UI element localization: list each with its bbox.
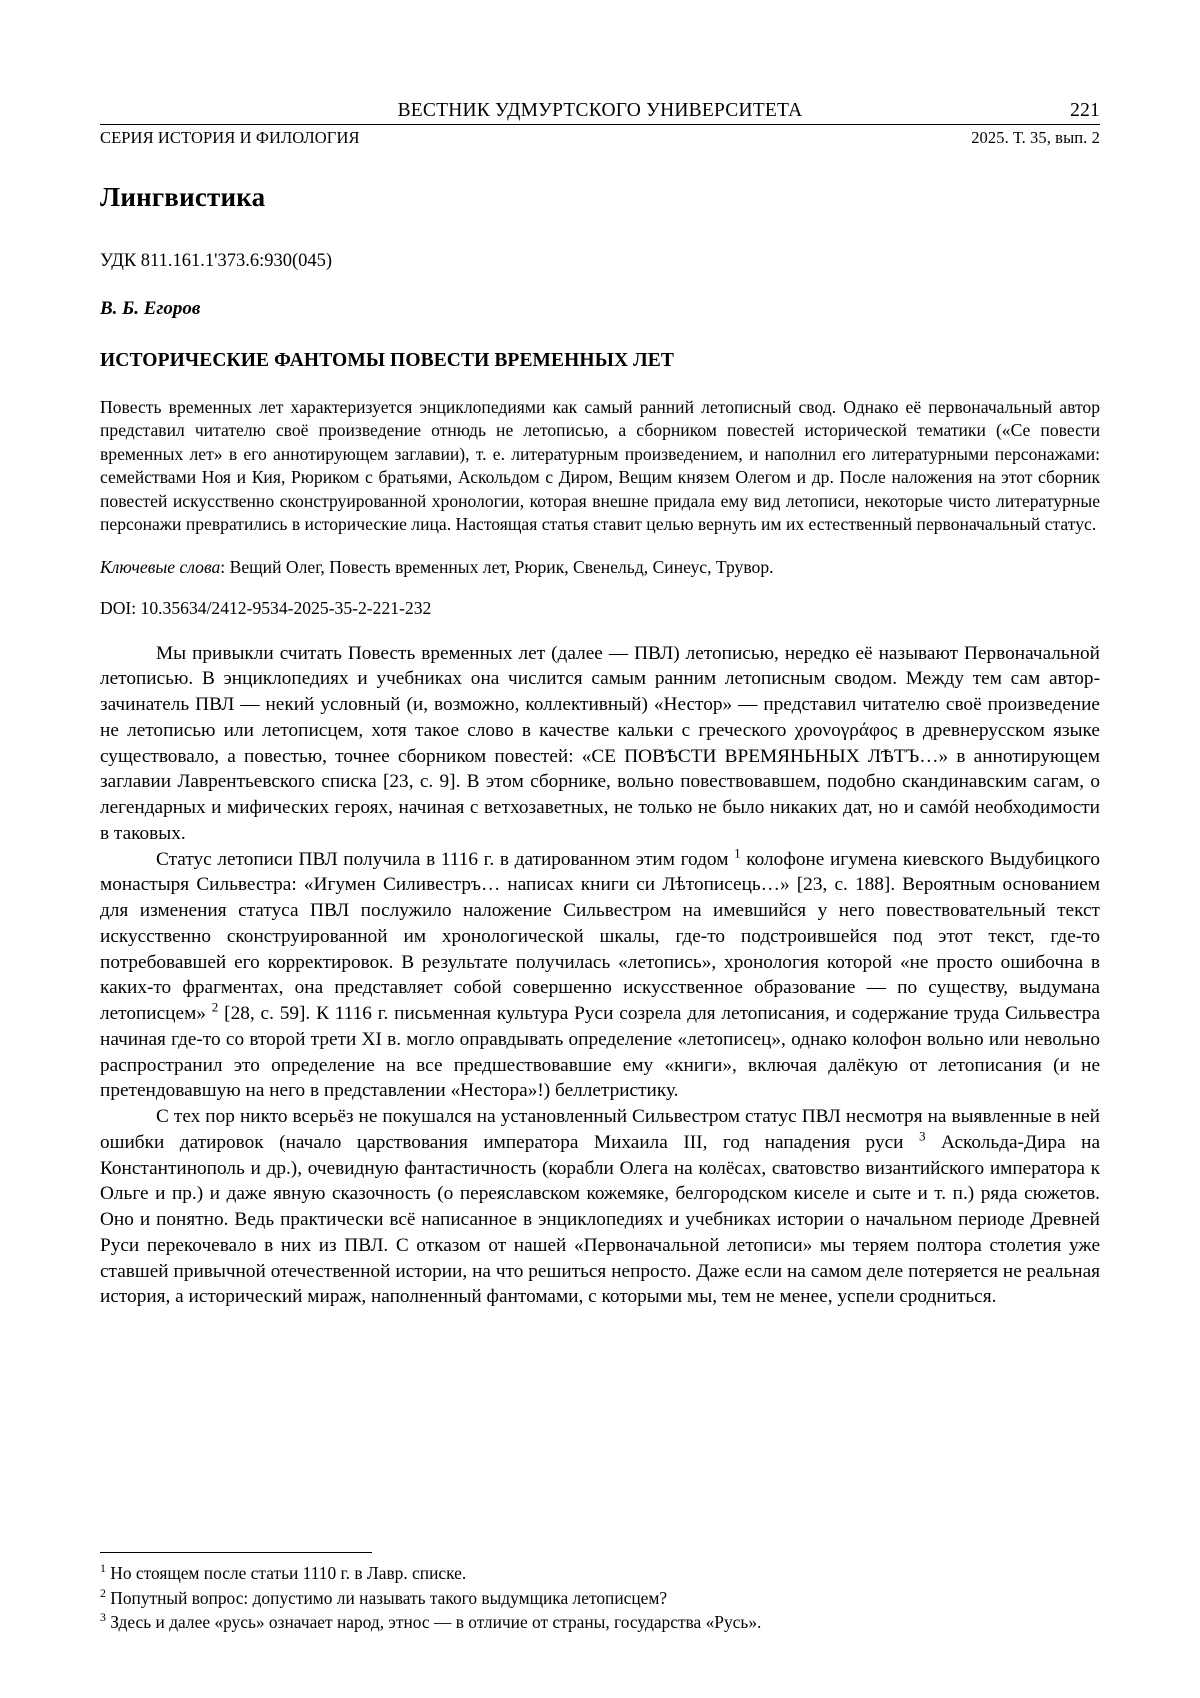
footnotes xyxy=(100,1552,1100,1636)
running-head-top-row xyxy=(100,100,1100,122)
header-rule xyxy=(100,124,1100,125)
journal-title: ВЕСТНИК УДМУРТСКОГО УНИВЕРСИТЕТА xyxy=(397,100,803,121)
body-paragraph: С тех пор никто всерьёз не покушался на установленный Сильвестром статус ПВЛ несмотря на выявленные в ней ошибки датировок (начало царствования императора Михаила III, год нападения руси $^3$ Аскольда-Дира на Константинополь и др.), очевидную фантастичность (корабли Олега на колёсах, сватовство византийского императора к Ольге и пр.) и даже явную сказочность (о переяславском кожемяке, белгородском киселе и сыте и т. п.) ряда сюжетов. Оно и понятно. Ведь практически всё написанное в энциклопедиях и учебниках истории о начальном периоде Древней Руси перекочевало в них из ПВЛ. С отказом от нашей «Первоначальной летописи» мы теряем полтора столетия уже ставшей привычной отечественной истории, на что решиться непросто. Даже если на самом деле потеряется не реальная история, а исторический мираж, наполненный фантомами, с которыми мы, тем не менее, успели сродниться. xyxy=(100,1106,1101,1308)
doi: DOI: 10.35634/2412-9534-2025-35-2-221-232 xyxy=(100,597,432,618)
running-head xyxy=(100,100,1100,148)
udk-code: УДК 811.161.1'373.6:930(045) xyxy=(100,251,333,271)
footnote-item: $^1$ Но стоящем после статьи 1110 г. в Лавр. списке. xyxy=(100,1561,467,1584)
footnote-separator-rule xyxy=(100,1552,372,1553)
running-head-bottom-row xyxy=(100,128,1100,148)
section-heading: Лингвистика xyxy=(100,182,266,212)
keywords-label: Ключевые слова xyxy=(100,557,221,578)
abstract: Повесть временных лет характеризуется энциклопедиями как самый ранний летописный свод. Однако её первоначальный автор представил читателю своё произведение отнюдь не летописью, а сборником повестей исторической тематики («Се повести временных лет» в его аннотирующем заглавии), т. е. литературным произведением, и наполнил его литературными персонажами: семействами Ноя и Кия, Рюриком с братьями, Аскольдом с Диром, Вещим князем Олегом и др. После наложения на этот сборник повестей искусственно сконструированной хронологии, которая внешне придала ему вид летописи, некоторые чисто литературные персонажи превратились в исторические лица. Настоящая статья ставит целью вернуть им их естественный первоначальный статус. xyxy=(100,397,1100,534)
keywords xyxy=(100,556,1100,579)
page-number: 221 xyxy=(1070,100,1100,121)
article-body xyxy=(100,641,1100,1311)
body-paragraph: Статус летописи ПВЛ получила в 1116 г. в датированном этим годом $^1$ колофоне игумена киевского Выдубицкого монастыря Сильвестра: «Игумен Силивестръ… написах книги си Лѣтописець…» [23, с. 188]. Вероятным основанием для изменения статуса ПВЛ послужило наложение Сильвестром на имевшийся у него повествовательный текст искусственно сконструированной им хронологической шкалы, где-то подстроившейся под этот текст, где-то потребовавшей его корректировок. В результате получилась «летопись», хронология которой «не просто ошибочна в каких-то фрагментах, она представляет собой совершенно искусственное образование — по существу, выдумана летописцем» $^2$ [28, с. 59]. К 1116 г. письменная культура Руси созрела для летописания, и содержание труда Сильвестра начиная где-то со второй трети XI в. могло оправдывать определение «летописец», однако колофон вольно или невольно распространил это определение на все предшествовавшие ему «книги», включая далёкую от летописания (и не претендовавшую на него в представлении «Нестора»!) беллетристику. xyxy=(100,845,1100,1102)
body-paragraph: Мы привыкли считать Повесть временных лет (далее — ПВЛ) летописью, нередко её называют Первоначальной летописью. В энциклопедиях и учебниках она числится самым ранним летописным сводом. Между тем сам автор-зачинатель ПВЛ — некий условный (и, возможно, коллективный) «Нестор» — представил читателю своё произведение не летописью или летописцем, хотя такое слово в качестве кальки с греческого χρονογράφος в древнерусском языке существовало, а повестью, точнее сборником повестей: «СЕ ПОВѢСТИ ВРЕМЯНЬНЫХ ЛѢТЪ…» в аннотирующем заглавии Лаврентьевского списка [23, с. 9]. В этом сборнике, вольно повествовавшем, подобно скандинавским сагам, о легендарных и мифических героях, начиная с ветхозаветных, не только не было никаких дат, но и самóй необходимости в таковых. xyxy=(100,642,1100,844)
footnote-item: $^2$ Попутный вопрос: допустимо ли называть такого выдумщика летописцем? xyxy=(100,1585,668,1608)
article-title: ИСТОРИЧЕСКИЕ ФАНТОМЫ ПОВЕСТИ ВРЕМЕННЫХ ЛЕТ xyxy=(100,350,674,371)
footnote-item: $^3$ Здесь и далее «русь» означает народ, этнос — в отличие от страны, государства «Русь». xyxy=(100,1610,762,1633)
keywords-value: : Вещий Олег, Повесть временных лет, Рюрик, Свенельд, Синеус, Трувор. xyxy=(220,557,774,578)
issue-info: 2025. Т. 35, вып. 2 xyxy=(971,128,1100,147)
series-name: СЕРИЯ ИСТОРИЯ И ФИЛОЛОГИЯ xyxy=(100,128,360,147)
author-name: В. Б. Егоров xyxy=(100,298,201,319)
